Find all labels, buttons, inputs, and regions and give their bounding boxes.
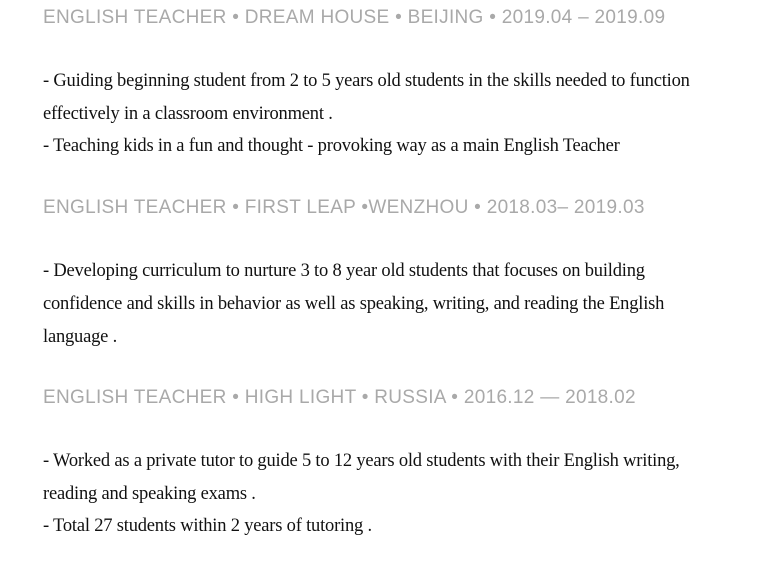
job-bullet: - Developing curriculum to nurture 3 to 8 year old students that focuses on building confidence and skills in behavior as well as speaking, writing, and reading the English language . xyxy=(43,261,665,347)
job-bullet: - Guiding beginning student from 2 to 5 years old students in the skills needed to function effectively in a classroom environment . xyxy=(43,71,690,124)
job-bullet: - Worked as a private tutor to guide 5 to 12 years old students with their English writing, reading and speaking exams . xyxy=(43,451,680,504)
job-bullet: - Total 27 students within 2 years of tutoring . xyxy=(43,516,372,536)
job-title-first-leap: ENGLISH TEACHER • FIRST LEAP •WENZHOU • 2018.03– 2019.03 xyxy=(43,197,645,218)
job-title-dream-house: ENGLISH TEACHER • DREAM HOUSE • BEIJING • 2019.04 – 2019.09 xyxy=(43,7,666,28)
job-title-high-light: ENGLISH TEACHER • HIGH LIGHT • RUSSIA • 2016.12 — 2018.02 xyxy=(43,387,636,408)
job-bullet: - Teaching kids in a fun and thought - provoking way as a main English Teacher xyxy=(43,136,620,156)
